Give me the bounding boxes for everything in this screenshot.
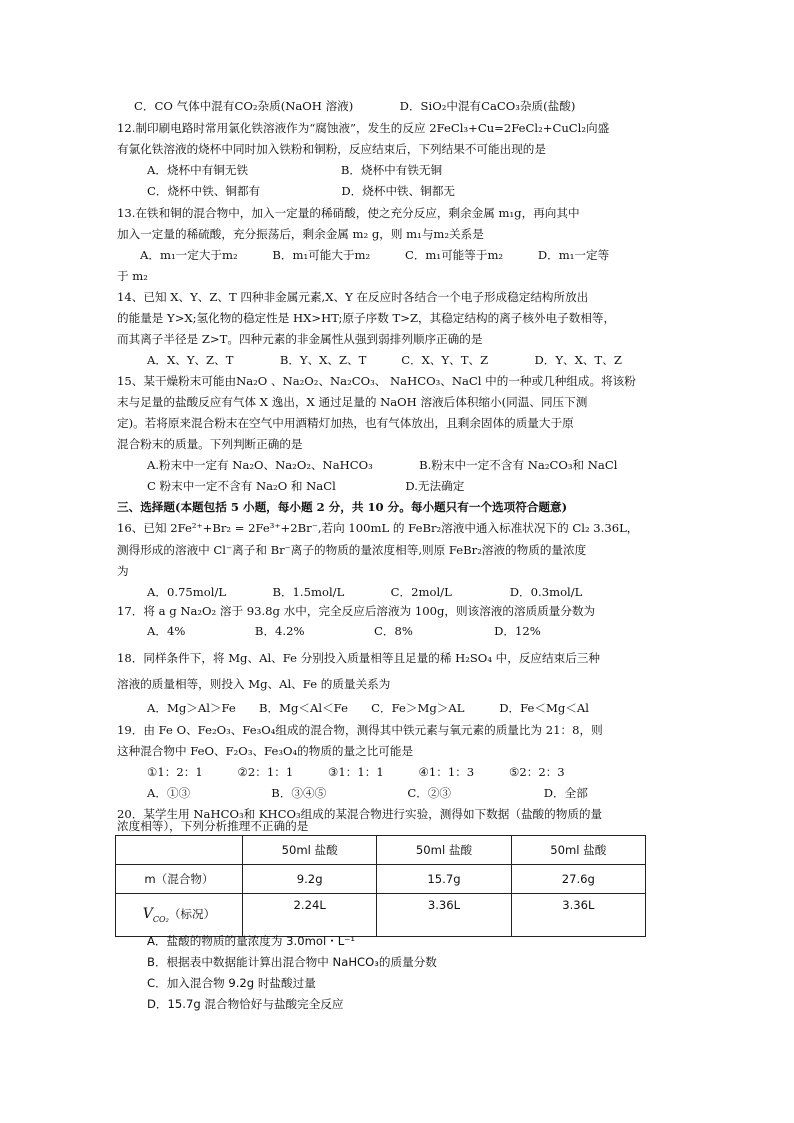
q20-option-c: C．加入混合物 9.2g 时盐酸过量 <box>147 976 316 990</box>
q13-stem-line1: 13.在铁和铜的混合物中，加入一定量的稀硝酸，使之充分反应，剩余金属 m₁g，再向其中 <box>117 206 580 220</box>
q16-options: A．0.75mol/L B．1.5mol/L C．2mol/L D．0.3mol/L <box>147 585 583 599</box>
table-cell: 2.24L <box>243 894 377 937</box>
q15-stem-line4: 混合粉末的质量。下列判断正确的是 <box>117 437 303 451</box>
q11-options-cd: C．CO 气体中混有CO₂杂质(NaOH 溶液) D．SiO₂中混有CaCO₃杂质(盐酸) <box>134 99 576 113</box>
section-three-heading: 三、选择题(本题包括 5 小题，每小题 2 分，共 10 分。每小题只有一个选项符合题意) <box>117 500 568 514</box>
table-cell: 3.36L <box>511 894 645 937</box>
q20-stem-line2: 浓度相等），下列分析推理不正确的是 <box>117 819 309 833</box>
table-cell: 9.2g <box>243 865 377 894</box>
q20-option-d: D．15.7g 混合物恰好与盐酸完全反应 <box>147 997 344 1011</box>
q12-options-cd: C．烧杯中铁、铜都有 D．烧杯中铁、铜都无 <box>147 184 456 198</box>
table-cell: 27.6g <box>511 865 645 894</box>
table-row <box>116 894 646 937</box>
q12-stem-line2: 有氯化铁溶液的烧杯中同时加入铁粉和铜粉，反应结束后，下列结果不可能出现的是 <box>117 142 546 156</box>
q20-stem-line1: 20．某学生用 NaHCO₃和 KHCO₃组成的某混合物进行实验，测得如下数据（盐酸的物质的量 <box>117 807 603 821</box>
q13-options-cont: 于 m₂ <box>117 269 148 283</box>
q18-stem-line1: 18．同样条件下，将 Mg、Al、Fe 分别投入质量相等且足量的稀 H₂SO₄ 中，反应结束后三种 <box>117 651 600 665</box>
q14-stem-line2: 的能量是 Y>X;氢化物的稳定性是 HX>HT;原子序数 T>Z，其稳定结构的离子核外电子数相等， <box>117 311 616 325</box>
table-cell: 3.36L <box>377 894 511 937</box>
q19-choices: ①1：2：1 ②2：1：1 ③1：1：1 ④1：1：3 ⑤2：2：3 <box>147 765 565 779</box>
row-label-mass: m（混合物） <box>116 865 243 894</box>
table-header-cell: 50ml 盐酸 <box>511 836 645 865</box>
q18-stem-line2: 溶液的质量相等，则投入 Mg、Al、Fe 的质量关系为 <box>117 677 391 691</box>
table-header-cell: 50ml 盐酸 <box>243 836 377 865</box>
q12-stem-line1: 12.制印刷电路时常用氯化铁溶液作为“腐蚀液”，发生的反应 2FeCl₃+Cu=2FeCl₂+CuCl₂向盛 <box>117 121 610 135</box>
q18-options: A．Mg＞Al＞Fe B．Mg＜Al＜Fe C．Fe＞Mg＞AL D．Fe＜Mg＜Al <box>147 701 589 715</box>
volume-symbol: $V_{CO_2}$ <box>142 906 169 924</box>
table-cell: 15.7g <box>377 865 511 894</box>
q15-stem-line1: 15、某干燥粉末可能由Na₂O 、Na₂O₂、Na₂CO₃、 NaHCO₃、NaCl 中的一种或几种组成。将该粉 <box>117 374 636 388</box>
q17-stem: 17．将 a g Na₂O₂ 溶于 93.8g 水中，完全反应后溶液为 100g，则该溶液的溶质质量分数为 <box>117 604 596 618</box>
q14-options: A．X、Y、Z、T B．Y、X、Z、T C．X、Y、T、Z D．Y、X、T、Z <box>147 353 622 367</box>
q15-stem-line3: 定)。若将原来混合粉末在空气中用酒精灯加热，也有气体放出，且剩余固体的质量大于原 <box>117 416 574 430</box>
q20-option-a: A．盐酸的物质的量浓度为 3.0mol・L⁻¹ <box>147 934 356 948</box>
q13-options: A．m₁一定大于m₂ B．m₁可能大于m₂ C．m₁可能等于m₂ D．m₁一定等 <box>140 248 610 262</box>
q16-stem-line3: 为 <box>117 564 129 578</box>
q15-options-cd: C 粉末中一定不含有 Na₂O 和 NaCl D.无法确定 <box>147 479 465 493</box>
table-header-row <box>116 836 646 865</box>
q20-option-b: B．根据表中数据能计算出混合物中 NaHCO₃的质量分数 <box>147 955 437 969</box>
table-header-cell: 50ml 盐酸 <box>377 836 511 865</box>
q15-options-ab: A.粉末中一定有 Na₂O、Na₂O₂、NaHCO₃ B.粉末中一定不含有 Na₂CO₃和 NaCl <box>147 458 618 472</box>
table-row <box>116 865 646 894</box>
q16-stem-line2: 测得形成的溶液中 Cl⁻离子和 Br⁻离子的物质的量浓度相等,则原 FeBr₂溶液的物质的量浓度 <box>117 543 587 557</box>
q14-stem-line1: 14、已知 X、Y、Z、T 四种非金属元素,X、Y 在反应时各结合一个电子形成稳定结构所放出 <box>117 290 589 304</box>
row-label-volume: $V_{CO_2}$（标况） <box>116 894 243 937</box>
q19-options: A．①③ B．③④⑤ C．②③ D．全部 <box>147 786 588 800</box>
q17-options: A．4% B．4.2% C．8% D．12% <box>147 624 541 638</box>
q16-stem-line1: 16、已知 2Fe²⁺+Br₂ = 2Fe³⁺+2Br⁻,若向 100mL 的 FeBr₂溶液中通入标准状况下的 Cl₂ 3.36L， <box>117 521 639 535</box>
q13-stem-line2: 加入一定量的稀硫酸，充分振荡后，剩余金属 m₂ g，则 m₁与m₂关系是 <box>117 227 484 241</box>
table-corner-cell <box>116 836 243 865</box>
q12-options-ab: A．烧杯中有铜无铁 B．烧杯中有铁无铜 <box>147 163 443 177</box>
q19-stem-line1: 19．由 Fe O、Fe₂O₃、Fe₃O₄组成的混合物，测得其中铁元素与氧元素的质量比为 21：8，则 <box>117 723 603 737</box>
q19-stem-line2: 这种混合物中 FeO、F₂O₃、Fe₃O₄的物质的量之比可能是 <box>117 744 414 758</box>
q15-stem-line2: 末与足量的盐酸反应有气体 X 逸出，X 通过足量的 NaOH 溶液后体积缩小(同温、同压下测 <box>117 395 588 409</box>
q14-stem-line3: 而其离子半径是 Z>T。四种元素的非金属性从强到弱排列顺序正确的是 <box>117 332 483 346</box>
q20-data-table <box>115 835 646 937</box>
